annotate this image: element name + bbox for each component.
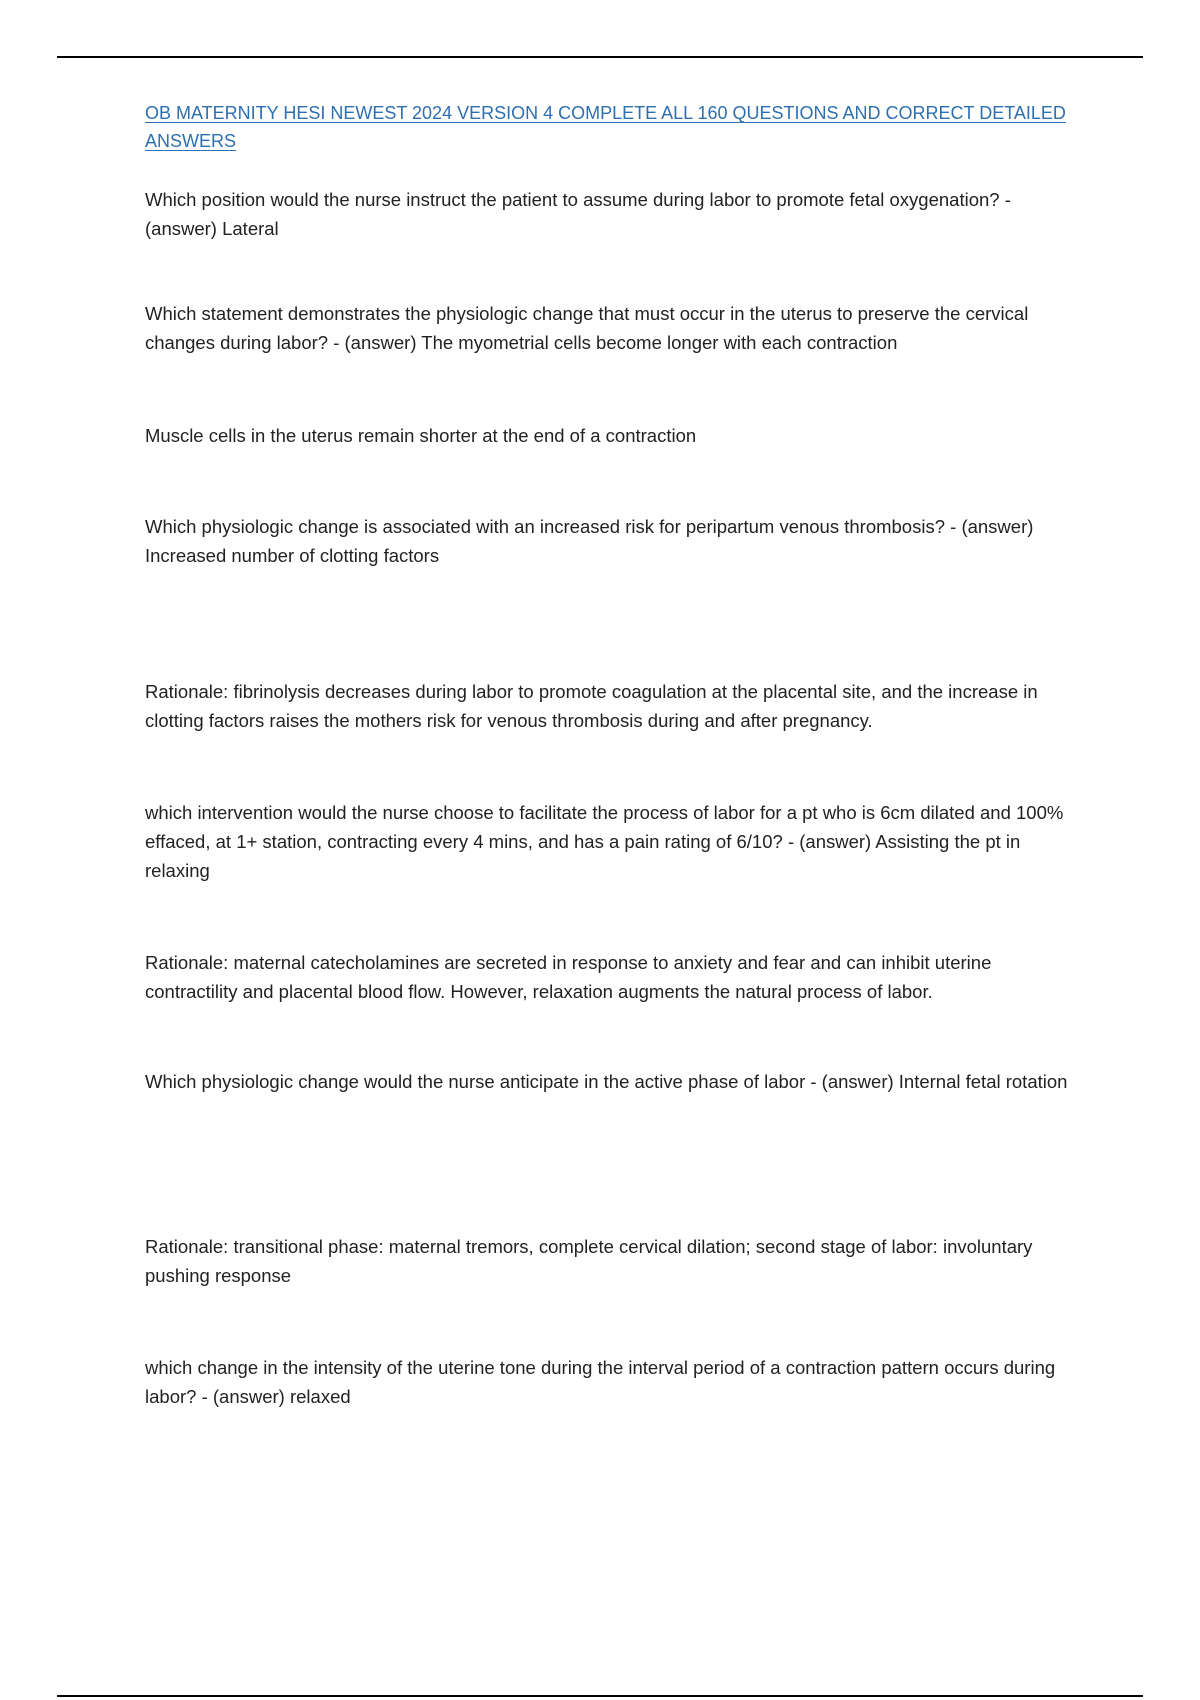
- qa-fetal-rotation: Which physiologic change would the nurse anticipate in the active phase of labor - (answer) Internal fetal rotation: [145, 1071, 1068, 1092]
- document-body: [145, 99, 1085, 1407]
- rationale-fibrinolysis: Rationale: fibrinolysis decreases during labor to promote coagulation at the placental site, and the increase in clotting factors raises the mothers risk for venous thrombosis during and after pregnancy.: [145, 681, 1038, 731]
- qa-relaxation-intervention: which intervention would the nurse choose to facilitate the process of labor for a pt who is 6cm dilated and 100% effaced, at 1+ station, contracting every 4 mins, and has a pain rating of 6/10? - (answer) Assisting the pt in relaxing: [145, 802, 1064, 881]
- document-title: OB MATERNITY HESI NEWEST 2024 VERSION 4 COMPLETE ALL 160 QUESTIONS AND CORRECT DETAILED ANSWERS: [145, 103, 1066, 151]
- note-muscle-cells: Muscle cells in the uterus remain shorter at the end of a contraction: [145, 425, 697, 446]
- qa-lateral-position: Which position would the nurse instruct the patient to assume during labor to promote fetal oxygenation? - (answer) Lateral: [145, 189, 1011, 239]
- top-rule: [57, 56, 1143, 58]
- qa-myometrial-cells: Which statement demonstrates the physiologic change that must occur in the uterus to preserve the cervical changes during labor? - (answer) The myometrial cells become longer with each contraction: [145, 303, 1029, 353]
- qa-venous-thrombosis: Which physiologic change is associated with an increased risk for peripartum venous thrombosis? - (answer) Increased number of clotting factors: [145, 516, 1034, 566]
- bottom-rule: [57, 1695, 1143, 1697]
- rationale-transitional-phase: Rationale: transitional phase: maternal tremors, complete cervical dilation; second stage of labor: involuntary pushing response: [145, 1236, 1033, 1286]
- qa-uterine-tone: which change in the intensity of the uterine tone during the interval period of a contraction pattern occurs during labor? - (answer) relaxed: [145, 1357, 1056, 1407]
- rationale-catecholamines: Rationale: maternal catecholamines are secreted in response to anxiety and fear and can inhibit uterine contractility and placental blood flow. However, relaxation augments the natural process of labor.: [145, 952, 992, 1002]
